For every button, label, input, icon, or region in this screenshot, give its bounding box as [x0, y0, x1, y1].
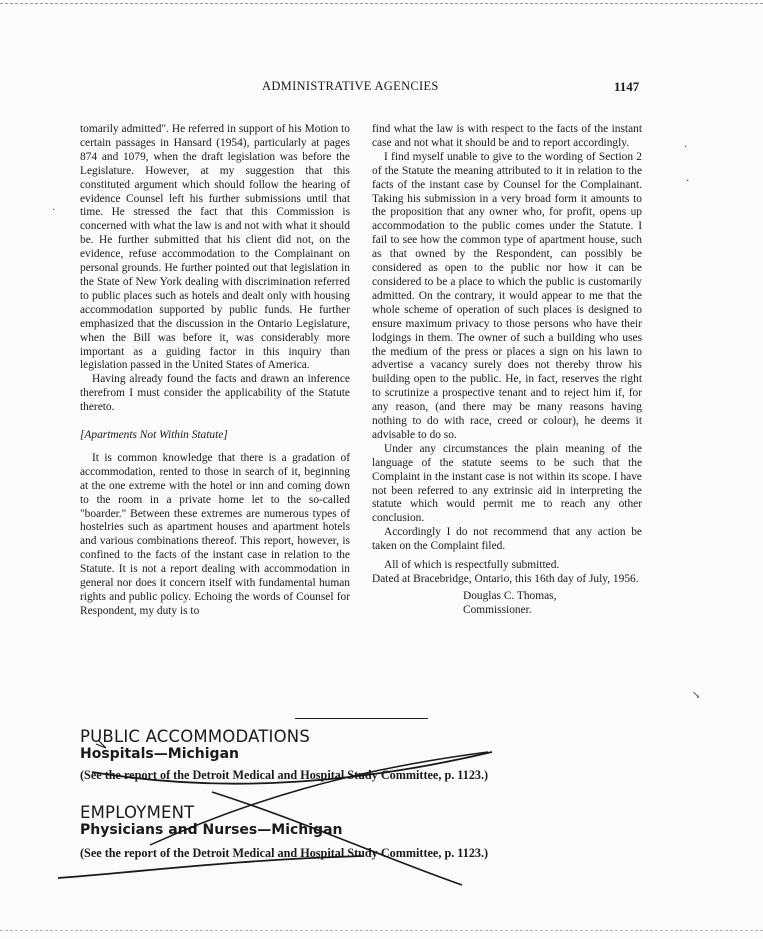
signature-name: Douglas C. Thomas,: [463, 589, 557, 602]
subsection-heading: [Apartments Not Within Statute]: [80, 429, 228, 442]
left-paragraph-2: Having already found the facts and drawn an inference therefrom I must consider the applicability of the Statute thereto.: [80, 373, 350, 414]
margin-speck: ·: [686, 176, 690, 187]
right-paragraph-5: All of which is respectfully submitted.: [384, 559, 560, 572]
right-paragraph-4: Accordingly I do not recommend that any action be taken on the Complaint filed.: [372, 526, 642, 553]
right-paragraph-1: find what the law is with respect to the facts of the instant case and not what it should be and to report accordingly.: [372, 123, 642, 149]
right-paragraph-2: I find myself unable to give to the wording of Section 2 of the Statute the meaning attributed to it in relation to the facts of the instant case by Counsel for the Complainant. Taking his submission in a very broad form it amounts to the proposition that any owner who, for profit, opens up accommodation to the public comes under the Statute. I fail to see how the common type of apartment house, such as that owned by the Respondent, can possibly be considered as open to the public nor how it can be considered to be a place to which the public is customarily admitted. On the contrary, it would appear to me that the whole scheme of operation of such places is designed to ensure maximum privacy to those persons who have their lodgings in them. The owner of such a building who uses the medium of the press or places a sign on his lawn to advertise a vacancy surely does not thereby throw his building open to the public. He, in fact, reserves the right to scrutinize a prospective tenant and to reject him if, for any reason, (and there may be many reasons having nothing to do with race, creed or colour), he deems it advisable to do so.: [372, 150, 642, 441]
margin-speck: ·: [684, 142, 688, 153]
margin-speck: ·: [52, 205, 56, 216]
section-public-accommodations: [80, 727, 488, 783]
section-divider-rule: [295, 718, 428, 719]
right-paragraph-3: Under any circumstances the plain meaning of the language of the statute seems to be such that the Complaint in the instant case is not within its scope. I have not been referred to any extrinsic aid in interpreting the statute which would permit me to reach any other conclusion.: [372, 442, 642, 525]
top-edge-dashes: [0, 3, 763, 4]
signature-block: [463, 590, 642, 618]
page-number: 1147: [614, 79, 640, 94]
section-subtitle: Hospitals—Michigan: [80, 746, 239, 762]
right-paragraph-6: Dated at Bracebridge, Ontario, this 16th day of July, 1956.: [372, 573, 639, 585]
bottom-edge-dashes: [0, 930, 763, 931]
section-employment: [80, 803, 488, 861]
right-column: [372, 123, 642, 618]
left-paragraph-1: tomarily admitted". He referred in support of his Motion to certain passages in Hansard (1954), particularly at pages 874 and 1079, when the draft legislation was before the Legislature. However, at my suggestion that this constituted argument which should follow the hearing of evidence Counsel left his further submissions until that time. He stressed the fact that this Commission is concerned with what the law is and not with what it should be. He further submitted that his client did not, on the evidence, refuse accommodation to the Complainant on personal grounds. He further pointed out that legislation in the State of New York dealing with discrimination referred to public places such as hotels and dealt only with housing accommodation supported by public funds. He further emphasized that the discussion in the Ontario Legislature, when the Bill was before it, was considerably more important as a guiding factor in this inquiry than legislation passed in the United States of America.: [80, 123, 350, 372]
signature-title: Commissioner.: [463, 603, 532, 616]
left-paragraph-3: It is common knowledge that there is a gradation of accommodation, rented to those in search of it, beginning at the one extreme with the hotel or inn and coming down to the room in a private home let to the so-called "boarder." Between these extremes are numerous types of hostelries such as apartment houses and apartment hotels and various combinations thereof. This report, however, is confined to the facts of the instant case in relation to the Statute. It is not a report dealing with accommodation in general nor does it concern itself with fundamental human rights and public policy. Echoing the words of Counsel for Respondent, my duty is to: [80, 451, 350, 617]
margin-tick: ↘: [692, 690, 701, 701]
running-head: ADMINISTRATIVE AGENCIES: [262, 79, 439, 93]
section-subtitle: Physicians and Nurses—Michigan: [80, 822, 343, 838]
left-column: [80, 123, 350, 619]
section-title: PUBLIC ACCOMMODATIONS: [80, 727, 311, 746]
section-title: EMPLOYMENT: [80, 803, 195, 822]
section-reference: (See the report of the Detroit Medical and Hospital Study Committee, p. 1123.): [80, 768, 489, 782]
section-reference: (See the report of the Detroit Medical and Hospital Study Committee, p. 1123.): [80, 846, 489, 860]
